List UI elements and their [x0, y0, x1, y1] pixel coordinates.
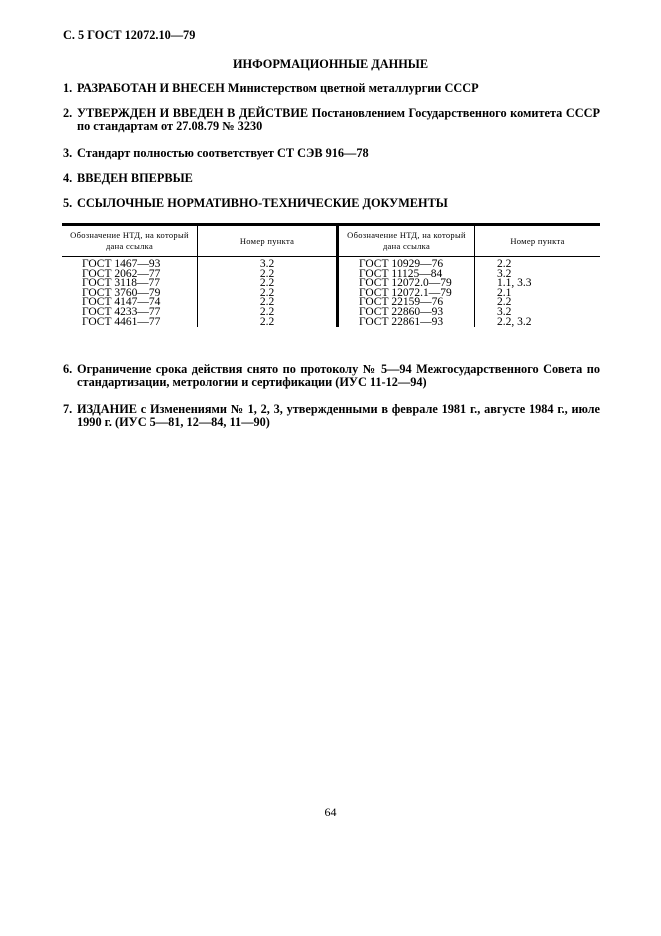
- info-item: [63, 403, 600, 429]
- document-designation: ГОСТ 10929—76: [338, 257, 475, 270]
- clause-number: 2.2: [198, 270, 338, 280]
- document-designation: ГОСТ 2062—77: [82, 267, 161, 280]
- document-designation: ГОСТ 22861—93: [338, 318, 475, 328]
- page-number: 64: [324, 805, 337, 819]
- document-designation: ГОСТ 3118—77: [82, 277, 160, 290]
- item-number: 2.: [63, 106, 73, 120]
- document-designation: ГОСТ 4233—77: [82, 305, 161, 318]
- table-row: [62, 318, 600, 328]
- column-header: Обозначение НТД, на который дана ссылка: [62, 225, 198, 257]
- clause-number: 2.1: [475, 289, 601, 299]
- section-title: ИНФОРМАЦИОННЫЕ ДАННЫЕ: [232, 57, 429, 71]
- item-number: 5.: [63, 196, 73, 210]
- document-designation: ГОСТ 4461—77: [82, 315, 161, 328]
- clause-number: 3.2: [475, 270, 601, 280]
- document-designation: ГОСТ 4147—74: [82, 296, 161, 309]
- info-item: [63, 172, 600, 185]
- item-lead: ИЗДАНИЕ: [77, 402, 137, 416]
- document-designation: ГОСТ 11125—84: [338, 270, 475, 280]
- clause-number: 2.2: [198, 289, 338, 299]
- clause-number: 2.2: [198, 279, 338, 289]
- item-text: Постановлением Государственного комитета СССР по стандартам от 27.08.79 № 3230: [77, 106, 600, 133]
- clause-number: 2.2: [475, 298, 601, 308]
- info-item: [63, 82, 600, 95]
- item-number: 4.: [63, 171, 73, 185]
- item-lead: РАЗРАБОТАН И ВНЕСЕН: [77, 81, 225, 95]
- item-lead: ВВЕДЕН ВПЕРВЫЕ: [77, 171, 193, 185]
- column-header: Номер пункта: [198, 225, 338, 257]
- references-table: [62, 223, 600, 327]
- info-item: [63, 107, 600, 133]
- table-header-row: [62, 225, 600, 257]
- item-text: с Изменениями № 1, 2, 3, утвержденными в феврале 1981 г., августе 1984 г., июле 1990 г. (ИУС 5—81, 12—84, 11—90): [77, 402, 600, 429]
- clause-number: 2.2: [198, 318, 338, 328]
- info-item: [63, 197, 600, 210]
- item-lead: УТВЕРЖДЕН И ВВЕДЕН В ДЕЙСТВИЕ: [77, 106, 309, 120]
- clause-number: 2.2: [198, 298, 338, 308]
- item-number: 3.: [63, 146, 73, 160]
- info-item: [63, 147, 600, 160]
- document-designation: ГОСТ 12072.1—79: [338, 289, 475, 299]
- clause-number: 3.2: [475, 308, 601, 318]
- document-designation: ГОСТ 1467—93: [82, 258, 161, 270]
- document-designation: ГОСТ 12072.0—79: [338, 279, 475, 289]
- document-designation: ГОСТ 22159—76: [338, 298, 475, 308]
- column-header: Обозначение НТД, на который дана ссылка: [338, 225, 475, 257]
- clause-number: 3.2: [198, 257, 338, 270]
- clause-number: 2.2: [475, 257, 601, 270]
- document-designation: ГОСТ 3760—79: [82, 286, 161, 299]
- clause-number: 2.2: [198, 308, 338, 318]
- clause-number: 2.2, 3.2: [475, 318, 601, 328]
- page-header: С. 5 ГОСТ 12072.10—79: [63, 28, 196, 42]
- column-header: Номер пункта: [475, 225, 601, 257]
- item-lead: ССЫЛОЧНЫЕ НОРМАТИВНО-ТЕХНИЧЕСКИЕ ДОКУМЕНТЫ: [77, 196, 448, 210]
- item-text: Ограничение срока действия снято по протоколу № 5—94 Межгосударственного Совета по стандартизации, метрологии и сертификации (ИУС 11-12—94): [77, 362, 600, 389]
- document-designation: ГОСТ 22860—93: [338, 308, 475, 318]
- item-text: Министерством цветной металлургии СССР: [224, 81, 479, 95]
- info-item: [63, 363, 600, 389]
- clause-number: 1.1, 3.3: [475, 279, 601, 289]
- item-number: 1.: [63, 81, 73, 95]
- item-text: Стандарт полностью соответствует СТ СЭВ 916—78: [77, 146, 369, 160]
- item-number: 6.: [63, 362, 73, 376]
- item-number: 7.: [63, 402, 73, 416]
